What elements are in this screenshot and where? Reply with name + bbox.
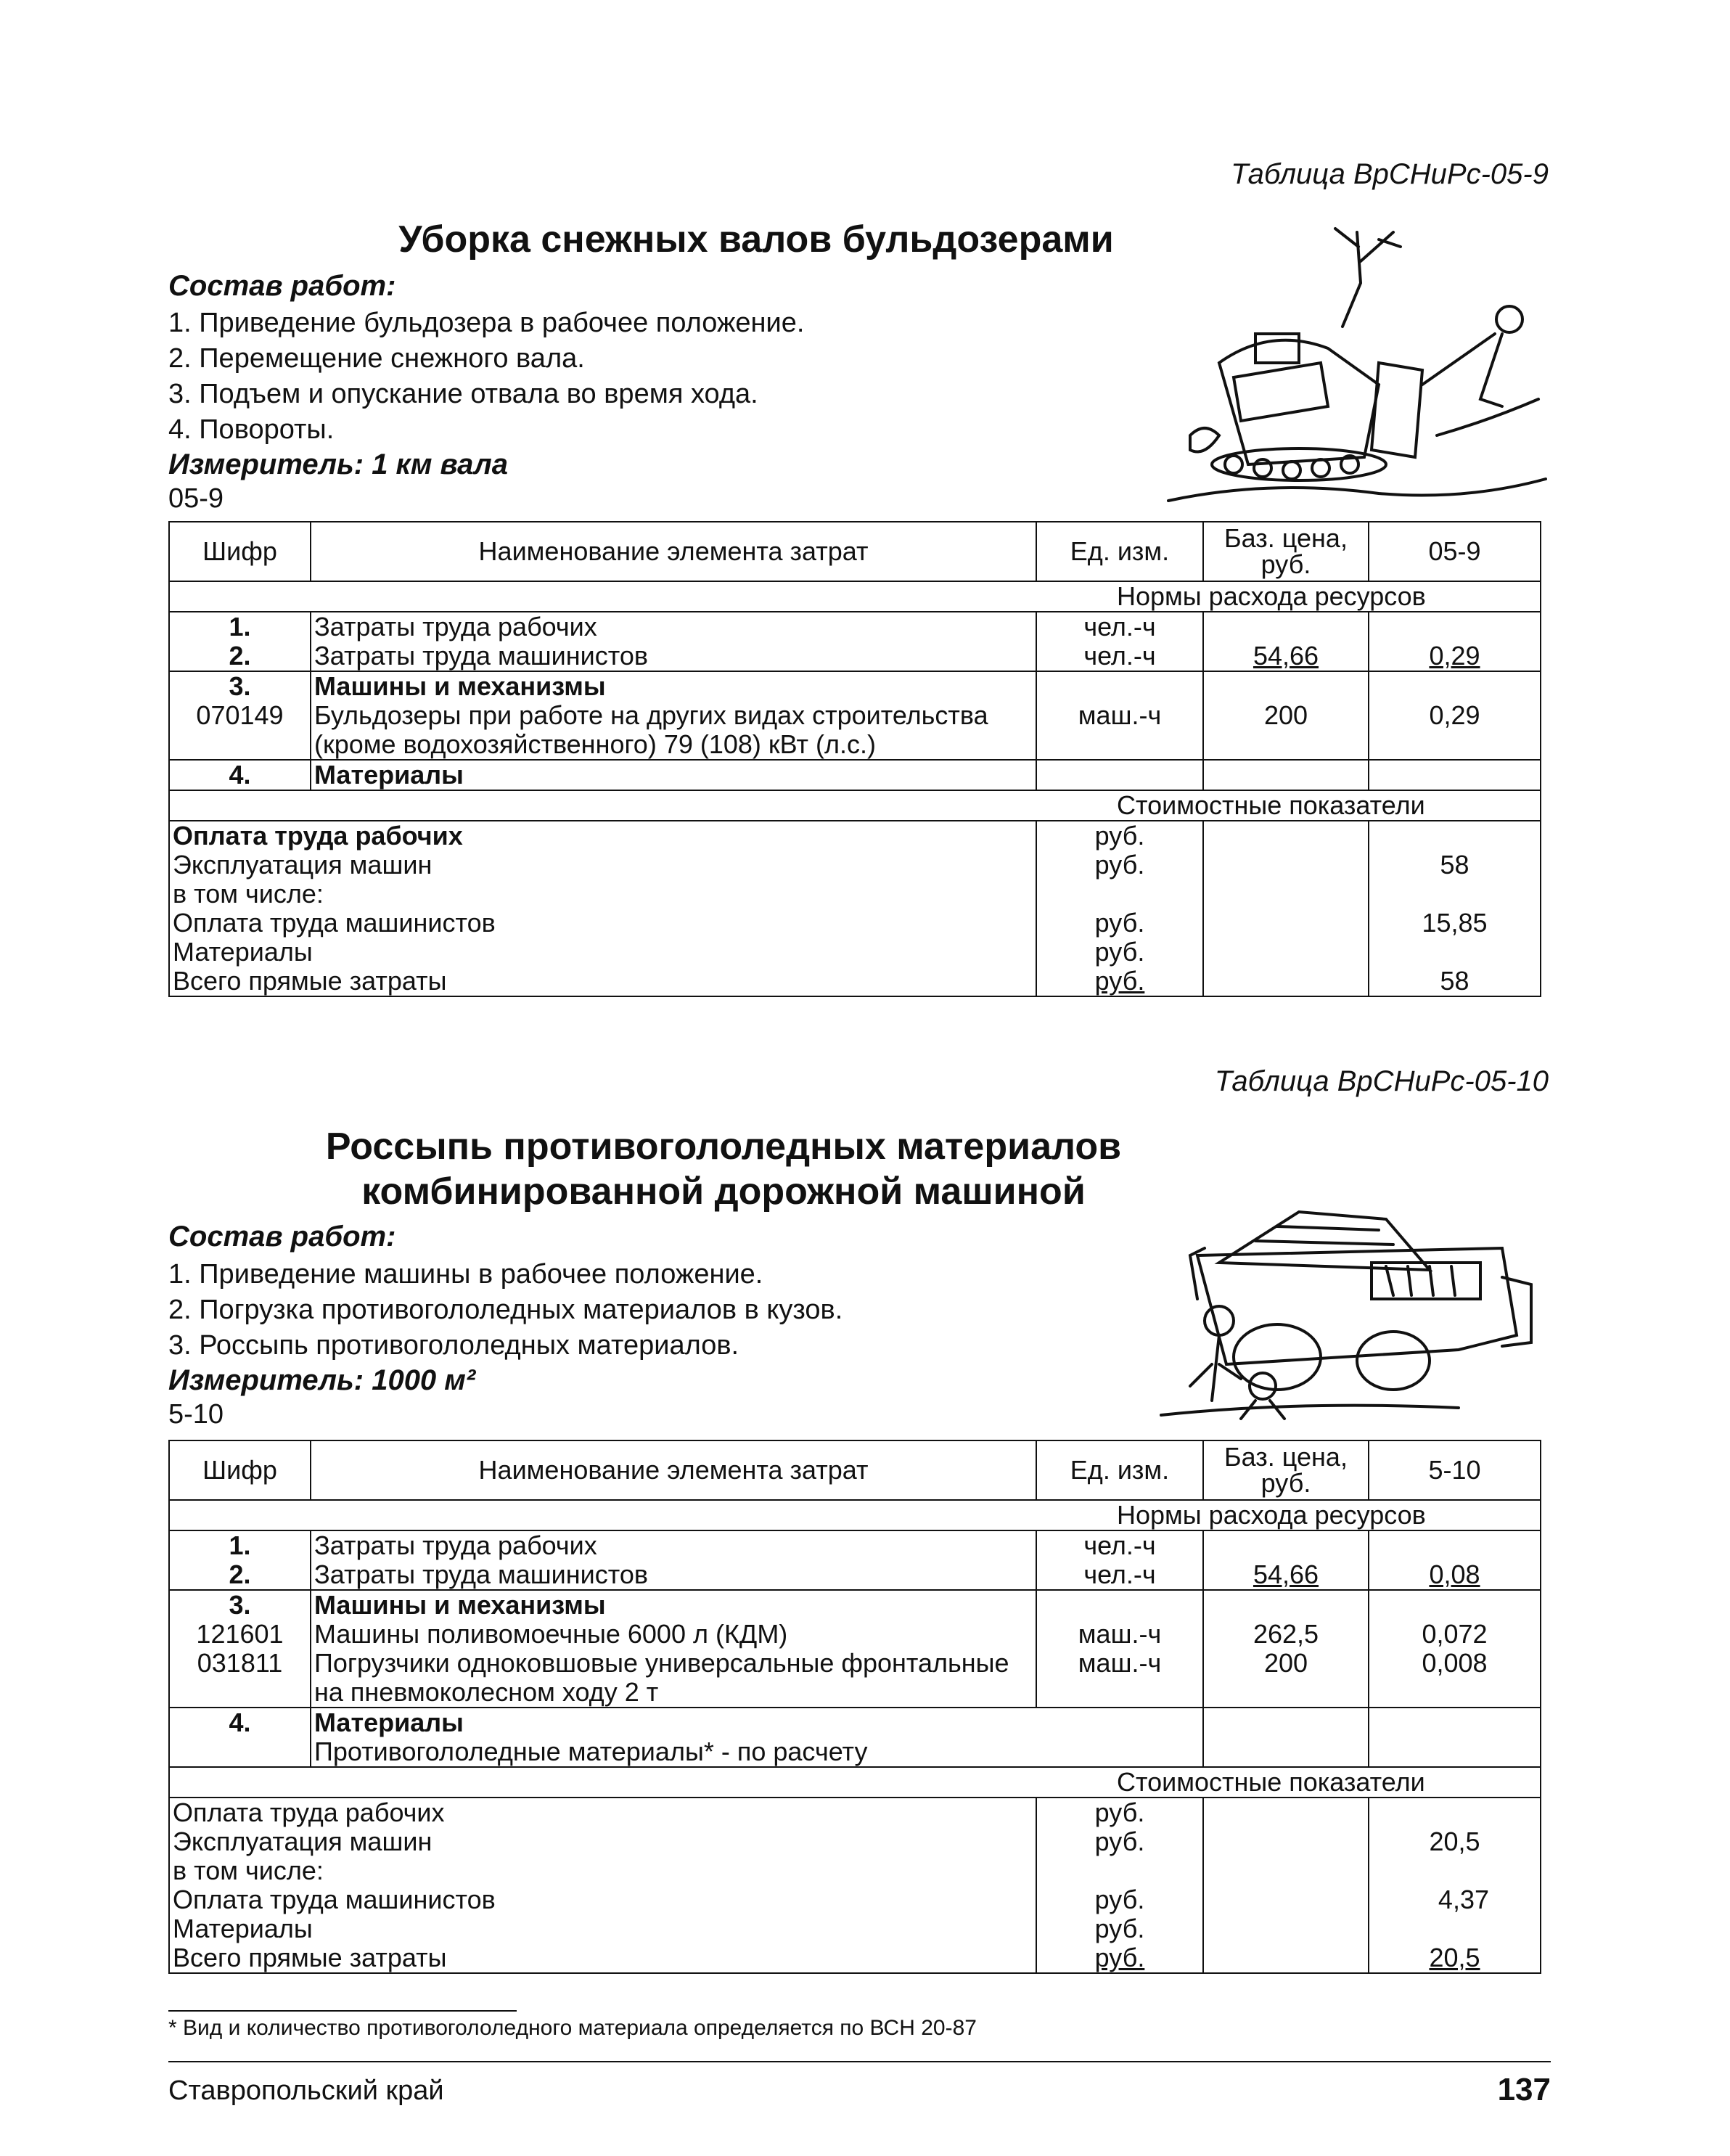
- norms-table-2: [168, 1440, 1541, 1974]
- row-num: 121601: [169, 1620, 311, 1649]
- cost-name: Оплата труда машинистов: [169, 909, 1036, 938]
- table-tag: Таблица ВрСНиРс-05-9: [1231, 158, 1549, 190]
- row-num: 070149: [169, 701, 311, 760]
- cost-name: Материалы: [169, 1914, 1036, 1943]
- row-unit: маш.-ч: [1036, 1649, 1203, 1708]
- cost-unit: руб.: [1036, 967, 1203, 996]
- norms-table-1: [168, 521, 1541, 997]
- work-step: 1. Приведение бульдозера в рабочее положение.: [168, 308, 805, 338]
- row-num: 1.: [169, 612, 311, 642]
- row-price: 262,5: [1203, 1620, 1369, 1649]
- row-name: Машины и механизмы: [311, 671, 1036, 701]
- cost-row: [169, 1856, 1541, 1885]
- row-unit: чел.-ч: [1036, 1560, 1203, 1590]
- row-unit: чел.-ч: [1036, 612, 1203, 642]
- cost-name: Оплата труда машинистов: [169, 1885, 1036, 1914]
- row-value: 0,29: [1369, 642, 1541, 671]
- cost-row: [169, 1798, 1541, 1827]
- row-value: [1369, 612, 1541, 642]
- row-num: 4.: [169, 760, 311, 790]
- table-tag: Таблица ВрСНиРс-05-10: [1214, 1065, 1549, 1097]
- table-row: [169, 701, 1541, 760]
- row-price: [1203, 1530, 1369, 1560]
- row-unit: маш.-ч: [1036, 1620, 1203, 1649]
- cost-unit: [1036, 880, 1203, 909]
- cost-row: [169, 1827, 1541, 1856]
- row-name: Материалы: [311, 760, 1036, 790]
- work-step: 4. Повороты.: [168, 414, 335, 445]
- row-name: Затраты труда рабочих: [311, 612, 1036, 642]
- cost-row: [169, 821, 1541, 850]
- norms-label-row: [169, 1500, 1541, 1530]
- row-name: Машины и механизмы: [311, 1590, 1036, 1620]
- row-price: 54,66: [1203, 1560, 1369, 1590]
- table-row: [169, 642, 1541, 671]
- cost-row: [169, 1914, 1541, 1943]
- work-step: 2. Погрузка противогололедных материалов в кузов.: [168, 1295, 843, 1325]
- cost-unit: руб.: [1036, 909, 1203, 938]
- cost-name: Материалы: [169, 938, 1036, 967]
- cost-value: [1369, 821, 1541, 850]
- work-steps: [168, 1257, 843, 1364]
- section-title-line2: комбинированной дорожной машиной: [361, 1171, 1086, 1213]
- row-name: Машины поливомоечные 6000 л (КДМ): [311, 1620, 1036, 1649]
- cost-unit: [1036, 1856, 1203, 1885]
- footnote: * Вид и количество противогололедного материала определяется по ВСН 20-87: [168, 2016, 977, 2040]
- row-value: 0,072: [1369, 1620, 1541, 1649]
- table-row: [169, 1560, 1541, 1590]
- page-number: 137: [1497, 2072, 1551, 2107]
- header-unit: Ед. изм.: [1036, 522, 1203, 581]
- row-unit: чел.-ч: [1036, 642, 1203, 671]
- cost-name: Всего прямые затраты: [169, 1943, 1036, 1973]
- row-value: 0,29: [1369, 701, 1541, 760]
- work-step: 3. Подъем и опускание отвала во время хода.: [168, 379, 758, 409]
- table-row: [169, 1737, 1541, 1767]
- row-price: [1203, 612, 1369, 642]
- norms-label: Нормы расхода ресурсов: [169, 1500, 1541, 1530]
- header-code: 5-10: [1369, 1440, 1541, 1500]
- cost-value: 58: [1369, 850, 1541, 880]
- cost-row: [169, 850, 1541, 880]
- cost-unit: руб.: [1036, 821, 1203, 850]
- row-name: Затраты труда машинистов: [311, 642, 1036, 671]
- table-row: [169, 612, 1541, 642]
- cost-name: Оплата труда рабочих: [169, 1798, 1036, 1827]
- norms-label: Нормы расхода ресурсов: [169, 581, 1541, 612]
- cost-label-row: [169, 1767, 1541, 1798]
- cost-row: [169, 880, 1541, 909]
- cost-name: Эксплуатация машин: [169, 850, 1036, 880]
- composition-heading: Состав работ:: [168, 1221, 396, 1253]
- cost-value: [1369, 1856, 1541, 1885]
- row-name: Бульдозеры при работе на других видах строительства (кроме водохозяйственного) 79 (108) кВт (л.с.): [311, 701, 1036, 760]
- cost-value: [1369, 880, 1541, 909]
- table-row: [169, 1649, 1541, 1708]
- cost-label-row: [169, 790, 1541, 821]
- row-price: 200: [1203, 701, 1369, 760]
- footer-region: Ставропольский край: [168, 2075, 444, 2106]
- cost-unit: руб.: [1036, 1798, 1203, 1827]
- row-unit: маш.-ч: [1036, 701, 1203, 760]
- footnote-rule: [168, 2010, 517, 2012]
- table-row: [169, 671, 1541, 701]
- cost-value: 20,5: [1369, 1827, 1541, 1856]
- row-price: 54,66: [1203, 642, 1369, 671]
- cost-value: [1369, 938, 1541, 967]
- cost-value: 20,5: [1369, 1943, 1541, 1973]
- work-steps: [168, 306, 804, 448]
- row-num: 2.: [169, 1560, 311, 1590]
- row-num: [169, 1737, 311, 1767]
- cost-value: 4,37: [1369, 1885, 1541, 1914]
- table-header-row: [169, 1440, 1541, 1500]
- section-title-line1: Россыпь противогололедных материалов: [325, 1126, 1122, 1168]
- row-num: 1.: [169, 1530, 311, 1560]
- table-row: [169, 1530, 1541, 1560]
- composition-heading: Состав работ:: [168, 270, 396, 302]
- table-row: [169, 760, 1541, 790]
- table-row: [169, 1620, 1541, 1649]
- measure-unit: Измеритель: 1 км вала: [168, 448, 509, 480]
- section-title: Уборка снежных валов бульдозерами: [398, 218, 1114, 261]
- cost-name: в том числе:: [169, 880, 1036, 909]
- bulldozer-illustration: [1161, 218, 1553, 522]
- footer-rule: [168, 2061, 1551, 2062]
- row-name: Погрузчики одноковшовые универсальные фронтальные на пневмоколесном ходу 2 т: [311, 1649, 1036, 1708]
- row-name: Материалы: [311, 1708, 1203, 1737]
- row-num: 031811: [169, 1649, 311, 1708]
- row-unit: чел.-ч: [1036, 1530, 1203, 1560]
- work-step: 2. Перемещение снежного вала.: [168, 343, 585, 374]
- work-step: 3. Россыпь противогололедных материалов.: [168, 1330, 739, 1361]
- cost-unit: руб.: [1036, 1943, 1203, 1973]
- header-code: 05-9: [1369, 522, 1541, 581]
- row-value: 0,08: [1369, 1560, 1541, 1590]
- cost-unit: руб.: [1036, 850, 1203, 880]
- cost-row: [169, 1943, 1541, 1973]
- header-cipher: Шифр: [169, 522, 311, 581]
- row-value: 0,008: [1369, 1649, 1541, 1708]
- header-price: Баз. цена, руб.: [1203, 522, 1369, 581]
- measure-unit: Измеритель: 1000 м²: [168, 1364, 476, 1396]
- header-price: Баз. цена, руб.: [1203, 1440, 1369, 1500]
- cost-name: Всего прямые затраты: [169, 967, 1036, 996]
- cost-value: [1369, 1798, 1541, 1827]
- header-name: Наименование элемента затрат: [311, 1440, 1036, 1500]
- row-name: Затраты труда рабочих: [311, 1530, 1036, 1560]
- cost-label: Стоимостные показатели: [169, 790, 1541, 821]
- cost-value: [1369, 1914, 1541, 1943]
- row-num: 2.: [169, 642, 311, 671]
- header-cipher: Шифр: [169, 1440, 311, 1500]
- road-machine-illustration: [1154, 1205, 1546, 1422]
- table-code: 05-9: [168, 483, 224, 514]
- cost-name: Эксплуатация машин: [169, 1827, 1036, 1856]
- table-header-row: [169, 522, 1541, 581]
- cost-name: в том числе:: [169, 1856, 1036, 1885]
- norms-label-row: [169, 581, 1541, 612]
- cost-unit: руб.: [1036, 1827, 1203, 1856]
- table-row: [169, 1590, 1541, 1620]
- row-num: 3.: [169, 671, 311, 701]
- cost-label: Стоимостные показатели: [169, 1767, 1541, 1798]
- cost-row: [169, 967, 1541, 996]
- row-name: Противогололедные материалы* - по расчету: [311, 1737, 1203, 1767]
- header-name: Наименование элемента затрат: [311, 522, 1036, 581]
- cost-unit: руб.: [1036, 938, 1203, 967]
- cost-row: [169, 1885, 1541, 1914]
- cost-row: [169, 909, 1541, 938]
- row-num: 4.: [169, 1708, 311, 1737]
- table-row: [169, 1708, 1541, 1737]
- cost-name: Оплата труда рабочих: [169, 821, 1036, 850]
- cost-unit: руб.: [1036, 1914, 1203, 1943]
- cost-unit: руб.: [1036, 1885, 1203, 1914]
- cost-value: 15,85: [1369, 909, 1541, 938]
- work-step: 1. Приведение машины в рабочее положение.: [168, 1259, 763, 1290]
- row-price: 200: [1203, 1649, 1369, 1708]
- table-code: 5-10: [168, 1399, 224, 1430]
- row-name: Затраты труда машинистов: [311, 1560, 1036, 1590]
- cost-value: 58: [1369, 967, 1541, 996]
- header-unit: Ед. изм.: [1036, 1440, 1203, 1500]
- row-value: [1369, 1530, 1541, 1560]
- cost-row: [169, 938, 1541, 967]
- row-num: 3.: [169, 1590, 311, 1620]
